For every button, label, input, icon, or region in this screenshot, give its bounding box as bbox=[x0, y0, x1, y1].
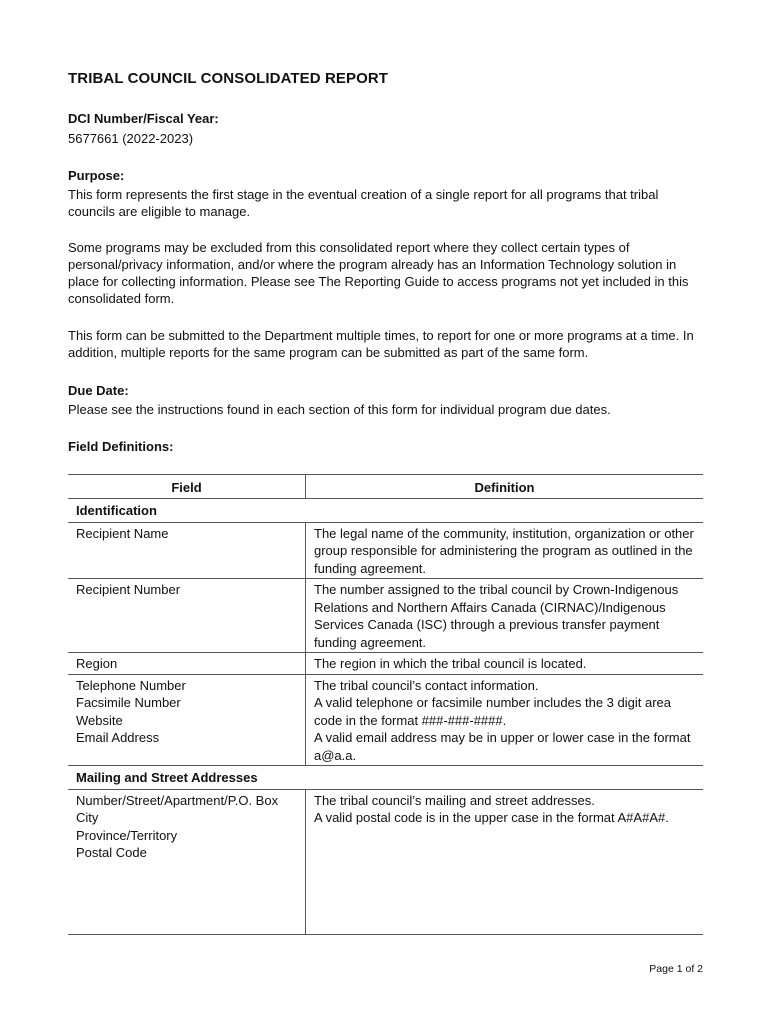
definition-text: The region in which the tribal council is located. bbox=[314, 656, 587, 671]
dci-label: DCI Number/Fiscal Year: bbox=[68, 111, 219, 126]
field-name: Region bbox=[76, 656, 118, 671]
field-column-header: Field bbox=[68, 475, 306, 499]
field-name: Facsimile Number bbox=[76, 695, 181, 710]
definition-cell bbox=[306, 789, 704, 934]
table-row bbox=[68, 674, 703, 766]
table-row bbox=[68, 579, 703, 653]
field-name: Email Address bbox=[76, 730, 160, 745]
purpose-paragraph-2: Some programs may be excluded from this consolidated report where they collect certain types of personal/privacy information, and/or where the program already has an Information Technology solution in place for collecting information. Please see The Reporting Guide to access programs not yet included in this consolidated form. bbox=[68, 240, 689, 306]
dci-value: 5677661 (2022-2023) bbox=[68, 131, 194, 146]
table-header-row bbox=[68, 475, 703, 499]
definition-cell bbox=[306, 579, 704, 653]
section-title: Mailing and Street Addresses bbox=[68, 766, 703, 790]
field-cell bbox=[68, 653, 306, 675]
field-cell bbox=[68, 789, 306, 934]
field-name: Postal Code bbox=[76, 845, 147, 860]
section-header-identification bbox=[68, 499, 703, 523]
definition-text: A valid postal code is in the upper case in the format A#A#A#. bbox=[314, 810, 669, 825]
due-date-text: Please see the instructions found in each section of this form for individual program due dates. bbox=[68, 402, 611, 417]
section-title: Identification bbox=[68, 499, 703, 523]
field-name: Recipient Name bbox=[76, 525, 169, 541]
definition-text: The legal name of the community, institution, organization or other group responsible for administering the program as outlined in the funding agreement. bbox=[314, 525, 694, 576]
field-definitions-label: Field Definitions: bbox=[68, 439, 174, 454]
definition-column-header: Definition bbox=[306, 475, 704, 499]
field-cell bbox=[68, 579, 306, 653]
definition-cell bbox=[306, 653, 704, 675]
definition-cell bbox=[306, 522, 704, 579]
purpose-label: Purpose: bbox=[68, 168, 125, 183]
field-definitions-table bbox=[68, 474, 703, 935]
definition-cell bbox=[306, 674, 704, 766]
field-name: City bbox=[76, 810, 99, 825]
report-title: TRIBAL COUNCIL CONSOLIDATED REPORT bbox=[68, 70, 389, 87]
due-date-label: Due Date: bbox=[68, 383, 129, 398]
purpose-paragraph-1: This form represents the first stage in the eventual creation of a single report for all programs that tribal councils are eligible to manage. bbox=[68, 187, 659, 219]
table-row bbox=[68, 789, 703, 934]
field-cell bbox=[68, 522, 306, 579]
field-name: Telephone Number bbox=[76, 677, 186, 693]
definition-text: A valid email address may be in upper or lower case in the format a@a.a. bbox=[314, 730, 691, 763]
definition-text: A valid telephone or facsimile number includes the 3 digit area code in the format ###-###-####. bbox=[314, 695, 671, 728]
purpose-paragraph-3: This form can be submitted to the Department multiple times, to report for one or more programs at a time. In addition, multiple reports for the same program can be submitted as part of the same form. bbox=[68, 328, 694, 360]
field-cell bbox=[68, 674, 306, 766]
field-name: Province/Territory bbox=[76, 827, 178, 843]
field-name: Website bbox=[76, 712, 123, 728]
section-header-mailing-street-addresses bbox=[68, 766, 703, 790]
table-row bbox=[68, 522, 703, 579]
definition-text: The tribal council’s contact information. bbox=[314, 677, 539, 693]
definition-text: The tribal council’s mailing and street addresses. bbox=[314, 792, 595, 808]
page-number: Page 1 of 2 bbox=[649, 963, 703, 975]
field-name: Recipient Number bbox=[76, 582, 181, 597]
definition-text: The number assigned to the tribal council by Crown-Indigenous Relations and Northern Affairs Canada (CIRNAC)/Indigenous Services Canada (ISC) through a previous transfer payment funding agreement. bbox=[314, 582, 679, 650]
field-name: Number/Street/Apartment/P.O. Box bbox=[76, 792, 279, 808]
table-row bbox=[68, 653, 703, 675]
